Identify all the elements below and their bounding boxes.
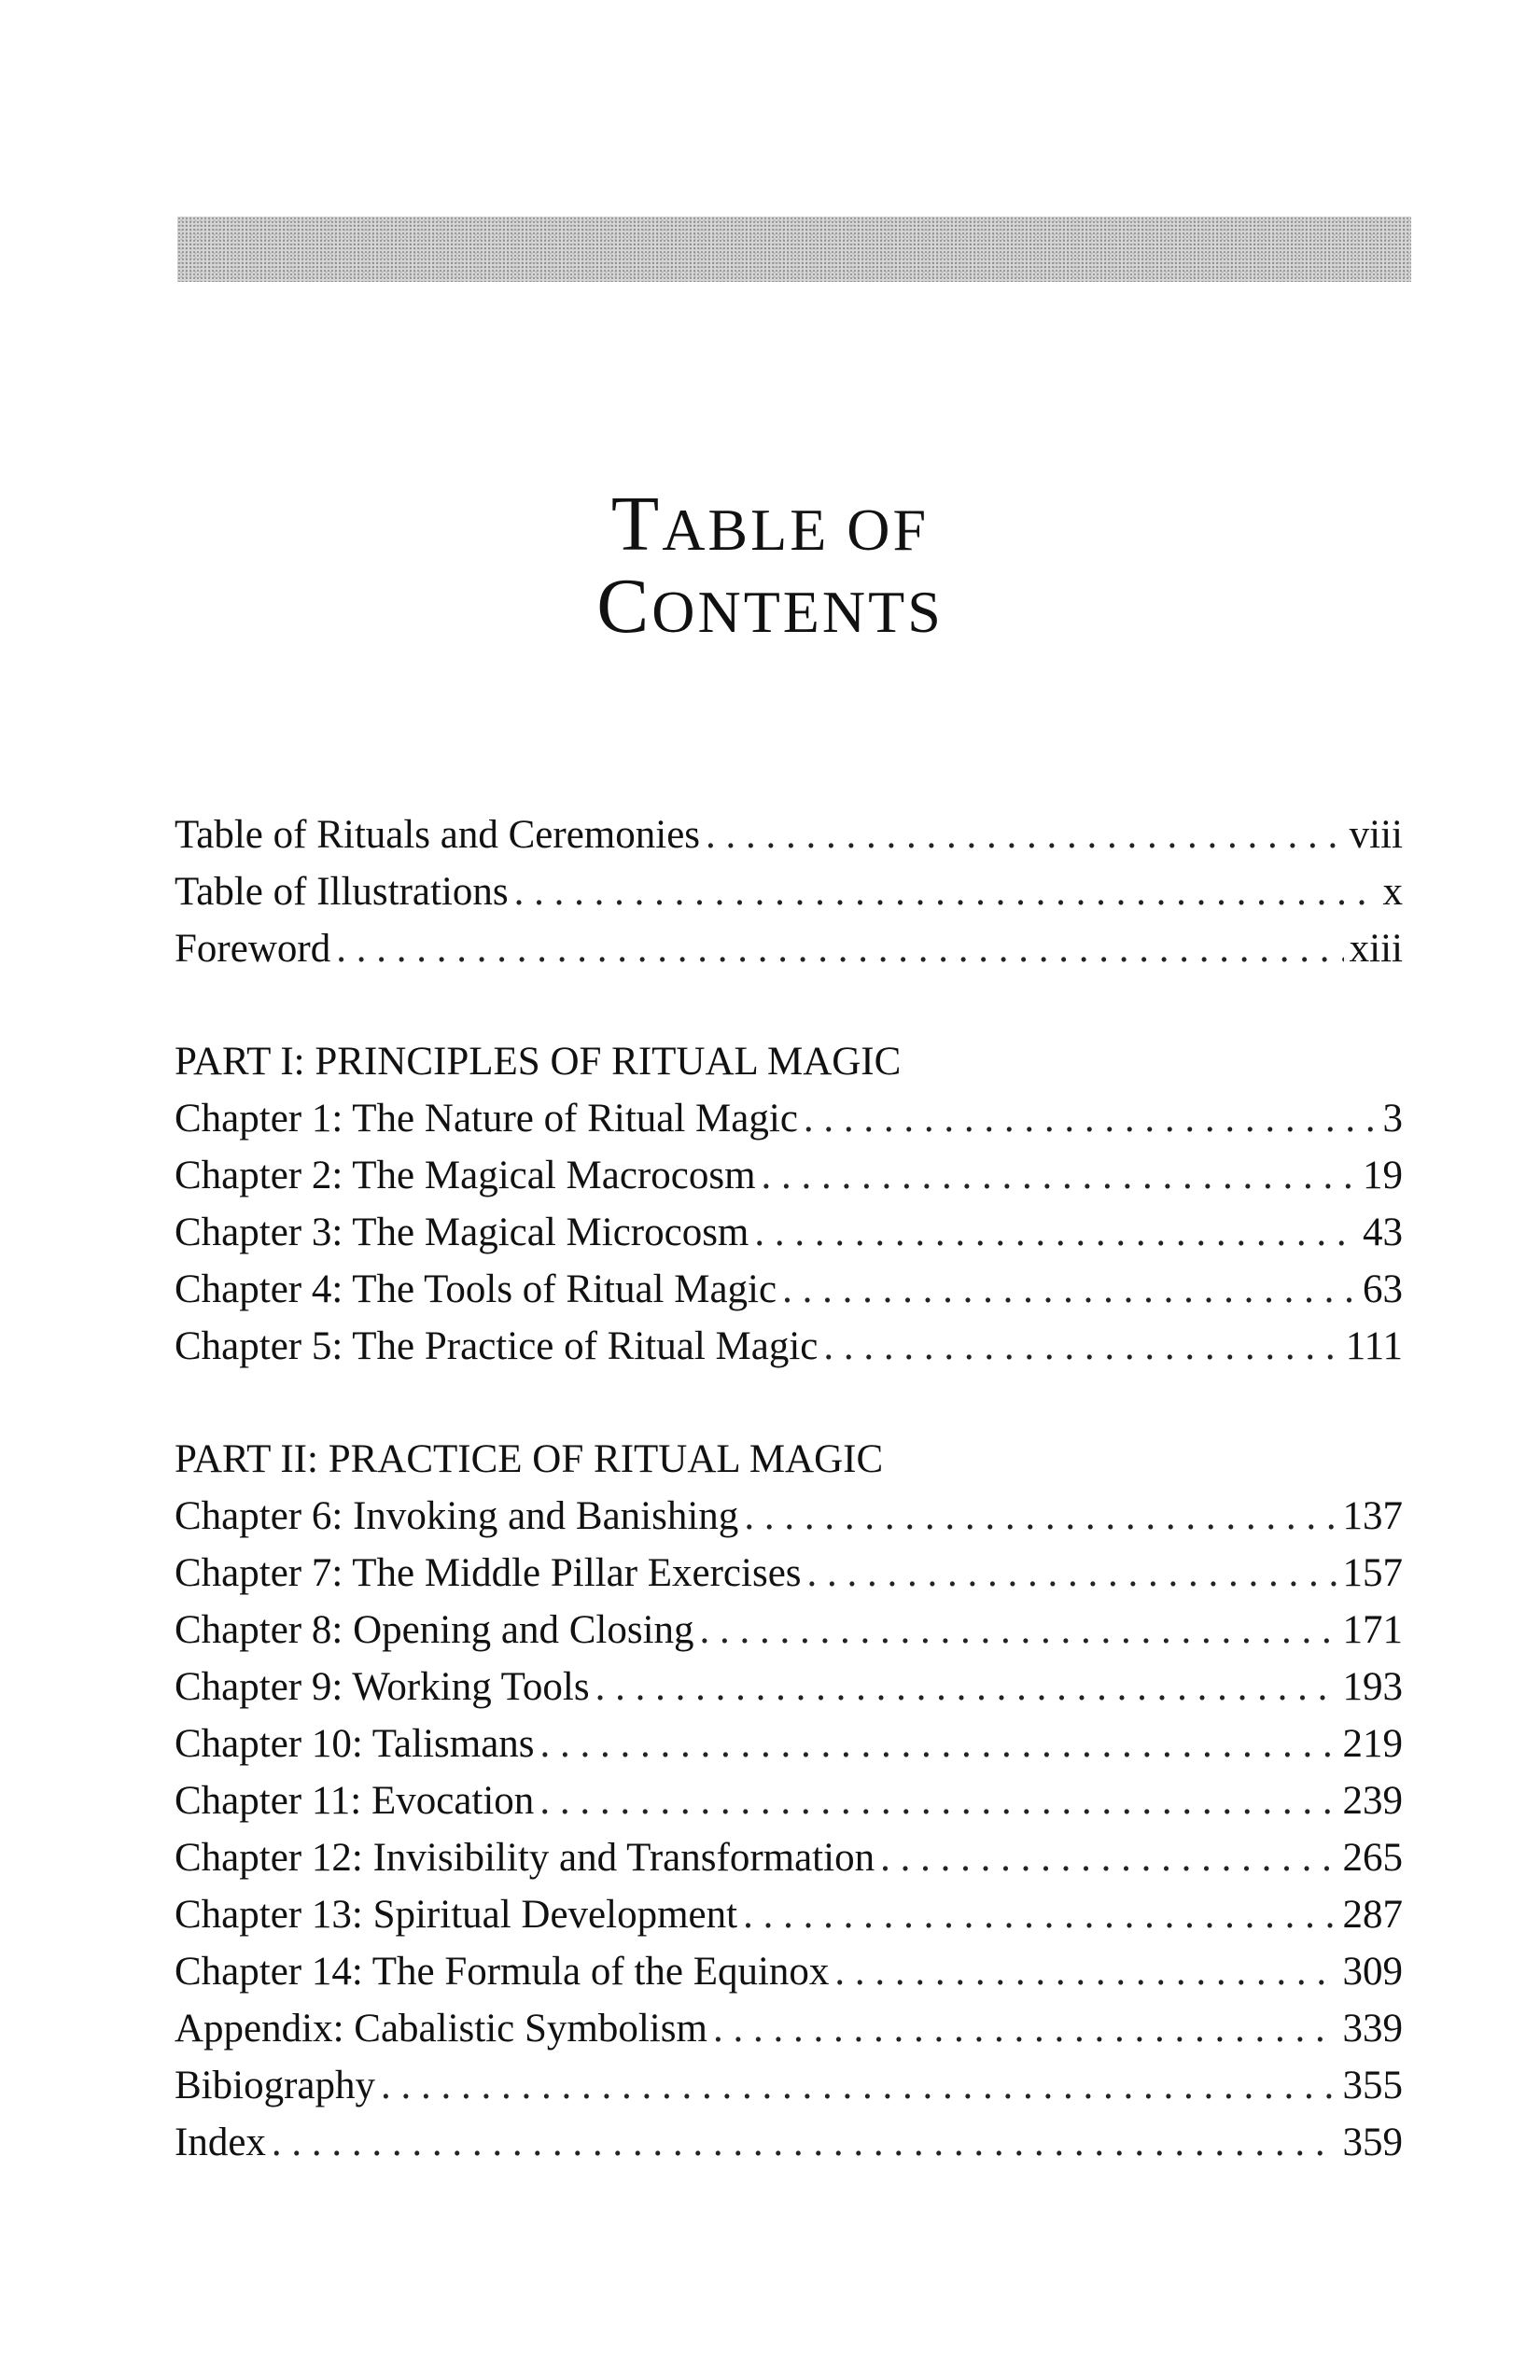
toc-entry — [175, 2114, 1403, 2171]
toc-entry — [175, 1715, 1403, 1772]
toc-entry-page: x — [1382, 870, 1403, 914]
part-heading: PART I: PRINCIPLES OF RITUAL MAGIC — [175, 1040, 902, 1084]
toc-entry-label: Chapter 8: Opening and Closing — [175, 1608, 694, 1652]
toc-entry — [175, 1886, 1403, 1943]
toc-entry-page: 157 — [1342, 1551, 1403, 1595]
dot-leader — [540, 1715, 1337, 1772]
toc-entry-page: 309 — [1342, 1950, 1403, 1994]
toc-entry — [175, 1147, 1403, 1204]
dot-leader — [539, 1772, 1337, 1829]
front-matter-section — [175, 806, 1403, 977]
toc-entry-page: 265 — [1342, 1836, 1403, 1880]
toc-entry-label: Foreword — [175, 927, 331, 971]
toc-entry-page: 287 — [1342, 1893, 1403, 1937]
toc-entry-label: Chapter 3: The Magical Microcosm — [175, 1211, 749, 1254]
toc-entry-label: Chapter 6: Invoking and Banishing — [175, 1494, 739, 1538]
toc-entry — [175, 1261, 1403, 1318]
toc-entry — [175, 1943, 1403, 2000]
dot-leader — [754, 1204, 1357, 1261]
toc-entry-label: Chapter 4: The Tools of Ritual Magic — [175, 1267, 777, 1311]
dot-leader — [700, 1602, 1337, 1659]
toc-entry-page: 3 — [1382, 1097, 1403, 1141]
dot-leader — [743, 1886, 1337, 1943]
page-title-line-1 — [0, 481, 1540, 567]
dot-leader — [336, 920, 1343, 977]
decorative-header-band — [177, 217, 1411, 282]
toc-entry-page: 19 — [1363, 1154, 1403, 1197]
toc-entry — [175, 920, 1403, 977]
toc-entry-label: Index — [175, 2121, 266, 2164]
toc-entry-label: Chapter 13: Spiritual Development — [175, 1893, 738, 1937]
toc-entry-label: Chapter 11: Evocation — [175, 1779, 535, 1823]
toc-entry-page: 339 — [1342, 2007, 1403, 2051]
toc-entry — [175, 2057, 1403, 2114]
toc-entry — [175, 1602, 1403, 1659]
toc-entry-page: 219 — [1342, 1722, 1403, 1766]
toc-entry-page: 111 — [1345, 1324, 1403, 1368]
toc-entry-label: Table of Rituals and Ceremonies — [175, 813, 701, 857]
title-rest: ABLE OF — [662, 497, 930, 563]
toc-entry-label: Chapter 14: The Formula of the Equinox — [175, 1950, 830, 1994]
toc-entry-page: 43 — [1363, 1211, 1403, 1254]
toc-entry — [175, 1090, 1403, 1147]
table-of-contents — [175, 806, 1403, 2171]
part-heading: PART II: PRACTICE OF RITUAL MAGIC — [175, 1437, 884, 1481]
toc-entry-page: 171 — [1342, 1608, 1403, 1652]
toc-entry-page: 193 — [1342, 1665, 1403, 1709]
toc-entry — [175, 1545, 1403, 1602]
toc-entry-label: Appendix: Cabalistic Symbolism — [175, 2007, 707, 2051]
toc-entry-label: Bibiography — [175, 2064, 375, 2107]
toc-entry-label: Chapter 2: The Magical Macrocosm — [175, 1154, 756, 1197]
toc-entry-page: viii — [1349, 813, 1403, 857]
toc-entry — [175, 1659, 1403, 1715]
dot-leader — [744, 1488, 1337, 1545]
toc-entry — [175, 1829, 1403, 1886]
toc-entry — [175, 863, 1403, 920]
toc-entry-page: xiii — [1349, 927, 1403, 971]
dot-leader — [272, 2114, 1337, 2171]
title-initial: C — [596, 563, 652, 650]
toc-entry — [175, 1204, 1403, 1261]
toc-entry — [175, 1488, 1403, 1545]
toc-entry-label: Chapter 7: The Middle Pillar Exercises — [175, 1551, 802, 1595]
dot-leader — [595, 1659, 1337, 1715]
toc-entry-page: 355 — [1342, 2064, 1403, 2107]
dot-leader — [834, 1943, 1337, 2000]
toc-entry-page: 63 — [1363, 1267, 1403, 1311]
part-two-section — [175, 1431, 1403, 2171]
dot-leader — [762, 1147, 1357, 1204]
toc-entry-page: 137 — [1342, 1494, 1403, 1538]
part-one-section — [175, 1033, 1403, 1375]
toc-entry-label: Chapter 5: The Practice of Ritual Magic — [175, 1324, 819, 1368]
dot-leader — [807, 1545, 1337, 1602]
dot-leader — [804, 1090, 1378, 1147]
dot-leader — [706, 806, 1344, 863]
title-rest: ONTENTS — [651, 579, 944, 645]
dot-leader — [713, 2000, 1337, 2057]
toc-entry-label: Chapter 9: Working Tools — [175, 1665, 590, 1709]
toc-entry-label: Chapter 12: Invisibility and Transformation — [175, 1836, 875, 1880]
dot-leader — [381, 2057, 1337, 2114]
dot-leader — [782, 1261, 1357, 1318]
toc-entry-page: 239 — [1342, 1779, 1403, 1823]
toc-entry-label: Chapter 1: The Nature of Ritual Magic — [175, 1097, 798, 1141]
title-initial: T — [610, 481, 663, 567]
toc-entry — [175, 2000, 1403, 2057]
toc-entry-label: Table of Illustrations — [175, 870, 509, 914]
toc-entry — [175, 1318, 1403, 1375]
toc-entry — [175, 806, 1403, 863]
toc-entry-label: Chapter 10: Talismans — [175, 1722, 535, 1766]
toc-entry — [175, 1772, 1403, 1829]
dot-leader — [514, 863, 1378, 920]
toc-entry-page: 359 — [1342, 2121, 1403, 2164]
dot-leader — [880, 1829, 1337, 1886]
page-title-line-2 — [0, 563, 1540, 650]
dot-leader — [823, 1318, 1339, 1375]
